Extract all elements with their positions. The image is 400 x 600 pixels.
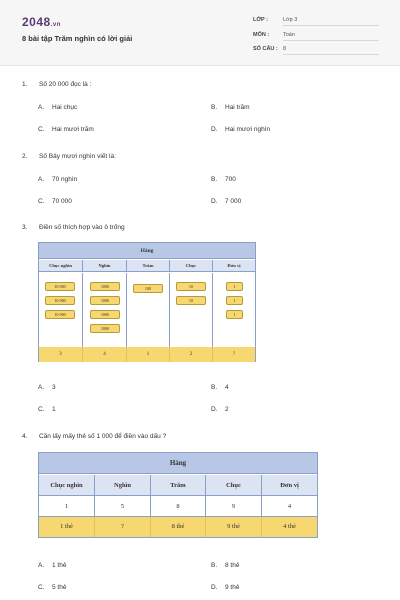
q1-option-c[interactable]: C. Hai mươi trăm	[38, 126, 94, 133]
column-header: Trăm	[127, 260, 170, 272]
q2-option-b[interactable]: B. 700	[211, 176, 236, 183]
digit-cell: 1	[39, 496, 95, 517]
card-count-cell: 9 thẻ	[206, 517, 262, 537]
column-header: Đơn vị	[213, 260, 255, 272]
meta-label: SỐ CÂU :	[253, 46, 278, 52]
question-3: 3. Điền số thích hợp vào ô trống	[22, 224, 125, 231]
total-cell: 3	[39, 347, 83, 362]
total-cell-unknown: ?	[213, 347, 255, 362]
number-card: 1000	[90, 282, 120, 291]
table-title: Hàng	[39, 453, 317, 474]
total-cell: 2	[170, 347, 213, 362]
digit-cell: 9	[206, 496, 262, 517]
worksheet-title: 8 bài tập Trăm nghìn có lời giải	[22, 34, 133, 43]
number-card: 10	[176, 282, 206, 291]
worksheet-header	[0, 0, 400, 66]
card-count-cell: 8 thẻ	[151, 517, 206, 537]
total-cell: 4	[83, 347, 127, 362]
column-header: Chục	[170, 260, 213, 272]
meta-value: Lớp 3	[283, 17, 379, 26]
number-card: 100	[133, 284, 163, 293]
q1-option-d[interactable]: D. Hai mươi nghìn	[211, 126, 271, 133]
q1-option-b[interactable]: B. Hai trăm	[211, 104, 250, 111]
question-4: 4. Cần lấy mấy thẻ số 1 000 để điền vào dấu ?	[22, 433, 167, 440]
total-cell: 1	[127, 347, 170, 362]
number-card: 1000	[90, 324, 120, 333]
card-count-cell-unknown: ?	[95, 517, 151, 537]
q4-option-a[interactable]: A. 1 thẻ	[38, 562, 67, 569]
digit-cell: 4	[262, 496, 317, 517]
column-header: Đơn vị	[262, 475, 317, 496]
q3-option-d[interactable]: D. 2	[211, 406, 229, 413]
column-header: Chục nghìn	[39, 260, 83, 272]
column-header: Nghìn	[95, 475, 151, 496]
digit-cell: 8	[151, 496, 206, 517]
column-header: Nghìn	[83, 260, 127, 272]
question-1: 1. Số 20 000 đọc là :	[22, 81, 92, 88]
meta-label: MÔN :	[253, 32, 270, 38]
number-card: 1	[226, 282, 243, 291]
number-card: 1	[226, 296, 243, 305]
number-card: 1000	[90, 296, 120, 305]
q4-option-d[interactable]: D. 9 thẻ	[211, 584, 240, 591]
digit-cell: 5	[95, 496, 151, 517]
site-logo[interactable]: 2048.vn	[22, 15, 61, 29]
q2-option-a[interactable]: A. 70 nghìn	[38, 176, 78, 183]
place-value-table-digits	[38, 452, 318, 538]
q3-option-c[interactable]: C. 1	[38, 406, 56, 413]
number-card: 10 000	[45, 296, 75, 305]
number-card: 10	[176, 296, 206, 305]
q2-option-c[interactable]: C. 70 000	[38, 198, 72, 205]
q1-option-a[interactable]: A. Hai chục	[38, 104, 78, 111]
q3-option-b[interactable]: B. 4	[211, 384, 229, 391]
card-count-cell: 1 thẻ	[39, 517, 95, 537]
meta-value: Toán	[283, 32, 379, 41]
question-2: 2. Số Bảy mươi nghìn viết là:	[22, 153, 116, 160]
table-title: Hàng	[39, 243, 255, 259]
meta-label: LỚP :	[253, 17, 268, 23]
number-card: 10 000	[45, 310, 75, 319]
number-card: 1000	[90, 310, 120, 319]
column-header: Trăm	[151, 475, 206, 496]
q3-option-a[interactable]: A. 3	[38, 384, 56, 391]
q4-option-c[interactable]: C. 5 thẻ	[38, 584, 67, 591]
place-value-table-cards	[38, 242, 256, 362]
q4-option-b[interactable]: B. 8 thẻ	[211, 562, 240, 569]
meta-value: 8	[283, 46, 379, 55]
q2-option-d[interactable]: D. 7 000	[211, 198, 242, 205]
number-card: 10 000	[45, 282, 75, 291]
column-header: Chục nghìn	[39, 475, 95, 496]
number-card: 1	[226, 310, 243, 319]
column-header: Chục	[206, 475, 262, 496]
card-count-cell: 4 thẻ	[262, 517, 317, 537]
